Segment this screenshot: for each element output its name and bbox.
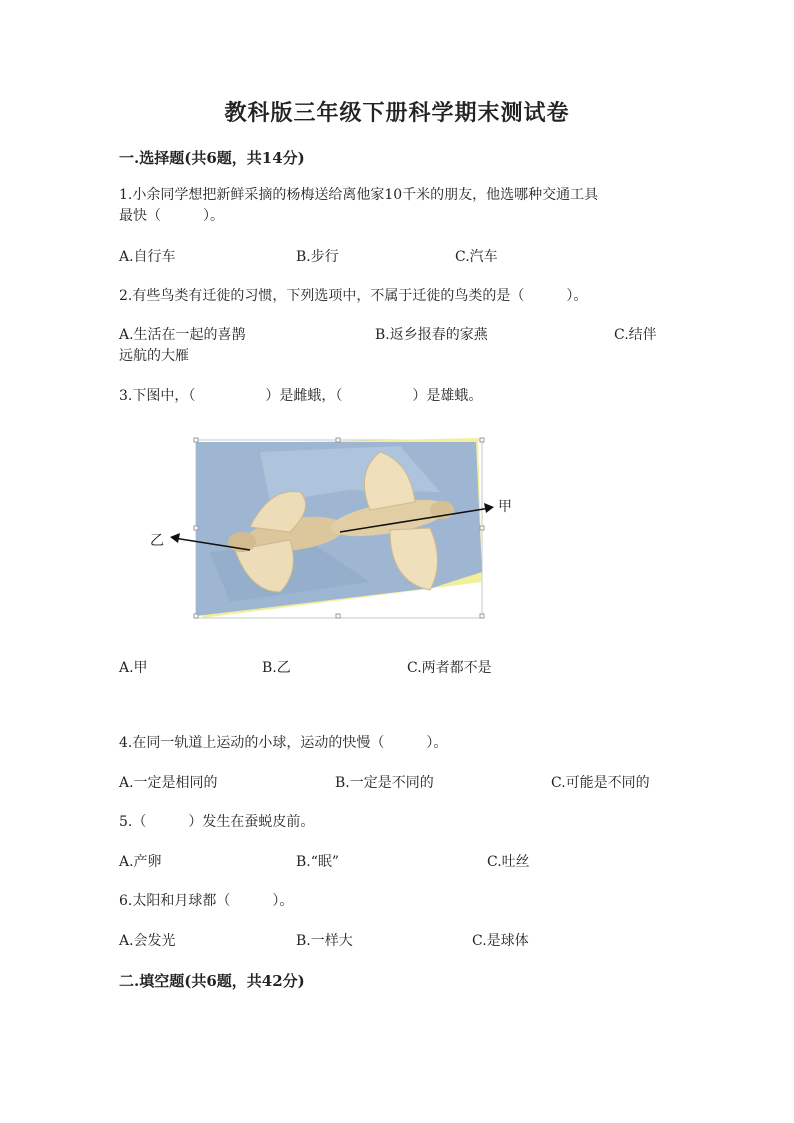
question-2-option-c-cont: 远航的大雁 <box>119 348 189 364</box>
question-2-option-c[interactable]: C.结伴 <box>614 327 657 343</box>
silkworm-moth-photo <box>140 432 520 622</box>
question-1-stem: 1.小余同学想把新鲜采摘的杨梅送给离他家10千米的朋友，他选哪种交通工具 <box>119 187 599 203</box>
question-5-stem: 5.（ ）发生在蚕蜕皮前。 <box>119 814 315 830</box>
question-6-stem: 6.太阳和月球都（ ）。 <box>119 893 294 909</box>
question-2-stem: 2.有些鸟类有迁徙的习惯，下列选项中，不属于迁徙的鸟类的是（ ）。 <box>119 288 588 304</box>
question-1-option-a[interactable]: A.自行车 <box>119 249 176 265</box>
question-5-option-a[interactable]: A.产卵 <box>119 854 162 870</box>
question-1-stem-cont: 最快（ ）。 <box>119 208 224 224</box>
question-3-option-a[interactable]: A.甲 <box>119 660 148 676</box>
question-2-option-a[interactable]: A.生活在一起的喜鹊 <box>119 327 246 343</box>
label-yi: 乙 <box>150 533 164 549</box>
silkworm-moth-figure <box>140 432 520 622</box>
question-6-option-b[interactable]: B.一样大 <box>296 933 353 949</box>
page-title: 教科版三年级下册科学期末测试卷 <box>224 100 570 126</box>
question-4-stem: 4.在同一轨道上运动的小球，运动的快慢（ ）。 <box>119 735 448 751</box>
question-1-option-b[interactable]: B.步行 <box>296 249 339 265</box>
question-1-option-c[interactable]: C.汽车 <box>455 249 498 265</box>
label-jia: 甲 <box>498 499 512 515</box>
question-3-option-b[interactable]: B.乙 <box>262 660 291 676</box>
question-5-option-b[interactable]: B.“眠” <box>296 854 340 870</box>
question-4-option-b[interactable]: B.一定是不同的 <box>335 775 434 791</box>
question-4-option-c[interactable]: C.可能是不同的 <box>551 775 650 791</box>
question-3-option-c[interactable]: C.两者都不是 <box>407 660 492 676</box>
question-3-stem: 3.下图中，（ ）是雌蛾，（ ）是雄蛾。 <box>119 388 483 404</box>
section-heading-fill: 二.填空题(共6题，共42分) <box>119 972 305 990</box>
question-4-option-a[interactable]: A.一定是相同的 <box>119 775 218 791</box>
section-heading-choice: 一.选择题(共6题，共14分) <box>119 149 305 167</box>
question-5-option-c[interactable]: C.吐丝 <box>487 854 530 870</box>
question-6-option-c[interactable]: C.是球体 <box>472 933 529 949</box>
question-6-option-a[interactable]: A.会发光 <box>119 933 176 949</box>
question-2-option-b[interactable]: B.返乡报春的家燕 <box>375 327 488 343</box>
